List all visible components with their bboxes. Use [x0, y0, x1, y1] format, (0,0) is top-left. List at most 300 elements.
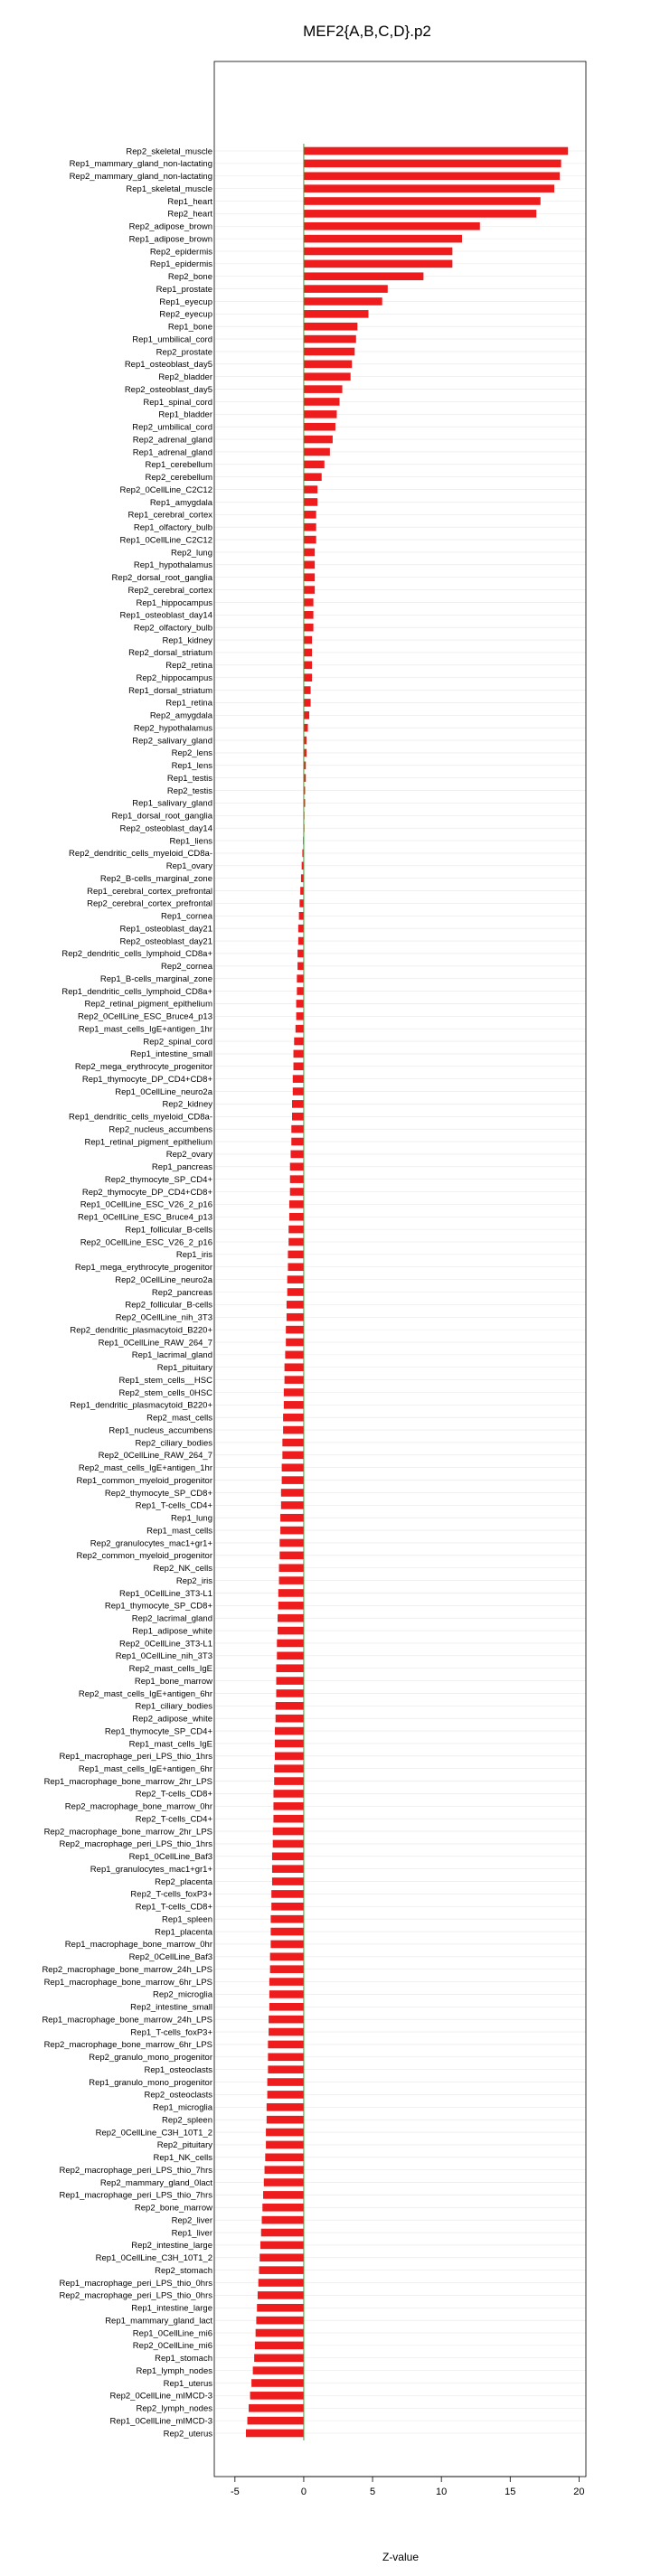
bar [286, 1326, 304, 1334]
category-label: Rep2_salivary_gland [132, 736, 212, 747]
bar [261, 2229, 304, 2237]
category-label: Rep2_macrophage_peri_LPS_thio_0hrs [59, 2290, 212, 2301]
bar [288, 1238, 304, 1246]
bar [281, 1489, 304, 1497]
category-label: Rep1_0CellLine_mi6 [132, 2328, 212, 2339]
x-tick-label: 5 [369, 2487, 376, 2497]
bar [285, 1351, 304, 1359]
category-label: Rep1_adrenal_gland [132, 447, 212, 458]
bar [304, 523, 316, 531]
category-label: Rep1_retina [165, 698, 212, 709]
bar [304, 549, 315, 557]
category-label: Rep2_osteoblast_day5 [124, 384, 212, 395]
bar [304, 573, 315, 581]
category-label: Rep1_mast_cells_IgE+antigen_1hr [78, 1024, 212, 1035]
bar [304, 699, 311, 707]
bar [304, 536, 316, 544]
bar [304, 561, 315, 569]
x-axis-label: Z-value [382, 2551, 420, 2563]
category-label: Rep1_thymocyte_DP_CD4+CD8+ [81, 1074, 212, 1085]
bar [280, 1514, 304, 1522]
bar [277, 1677, 304, 1685]
bar [267, 2116, 304, 2124]
category-label: Rep1_common_myeloid_progenitor [76, 1475, 212, 1486]
category-label: Rep1_olfactory_bulb [133, 522, 212, 533]
bar [304, 662, 312, 670]
bar [272, 1865, 304, 1873]
category-label: Rep1_0CellLine_ESC_Bruce4_p13 [78, 1212, 212, 1223]
category-label: Rep1_macrophage_peri_LPS_thio_1hrs [59, 1752, 212, 1763]
bar [279, 1576, 304, 1584]
bar [297, 1000, 304, 1008]
category-label: Rep1_adipose_brown [128, 234, 212, 245]
category-label: Rep2_T-cells_foxP3+ [130, 1889, 212, 1900]
category-label: Rep1_adipose_white [132, 1626, 212, 1637]
category-label: Rep2_mast_cells [146, 1413, 212, 1424]
category-label: Rep2_umbilical_cord [132, 422, 212, 433]
bar [263, 2191, 304, 2199]
bar [304, 248, 452, 256]
category-label: Rep1_pituitary [156, 1363, 212, 1374]
category-label: Rep1_umbilical_cord [132, 334, 212, 345]
category-label: Rep1_cerebellum [145, 460, 212, 471]
bar [304, 511, 316, 519]
category-label: Rep2_dendritic_cells_lymphoid_CD8a+ [61, 949, 212, 960]
category-label: Rep2_placenta [155, 1876, 212, 1887]
category-label: Rep1_lymph_nodes [136, 2365, 212, 2376]
category-label: Rep1_bone_marrow [134, 1676, 212, 1687]
bar [291, 1138, 304, 1146]
category-label: Rep1_B-cells_marginal_zone [99, 973, 212, 984]
bar [304, 485, 317, 494]
category-label: Rep2_mast_cells_IgE+antigen_6hr [78, 1688, 212, 1699]
category-label: Rep2_microglia [152, 1989, 212, 2000]
category-label: Rep2_dendritic_cells_myeloid_CD8a- [69, 849, 212, 860]
category-label: Rep2_0CellLine_mIMCD-3 [109, 2391, 212, 2402]
category-label: Rep1_osteoclasts [144, 2064, 212, 2075]
bar [290, 1162, 304, 1170]
bar [283, 1414, 304, 1422]
category-label: Rep2_osteoclasts [144, 2090, 212, 2101]
bar [259, 2279, 304, 2287]
category-label: Rep2_mega_erythrocyte_progenitor [74, 1062, 212, 1073]
category-label: Rep1_0CellLine_nih_3T3 [115, 1651, 212, 1662]
bar [267, 2103, 304, 2111]
bar [304, 686, 311, 694]
chart-title: MEF2{A,B,C,D}.p2 [303, 23, 431, 40]
category-label: Rep1_lung [171, 1513, 212, 1524]
bar [298, 937, 304, 945]
category-label: Rep2_follicular_B-cells [125, 1300, 212, 1311]
category-label: Rep2_mammary_gland_0lact [99, 2177, 212, 2188]
bar [246, 2430, 304, 2438]
bar [270, 1941, 304, 1949]
category-label: Rep1_thymocyte_SP_CD4+ [104, 1726, 212, 1737]
category-label: Rep1_intestine_small [130, 1049, 212, 1060]
bar [274, 1777, 304, 1785]
bar [282, 1476, 304, 1484]
category-label: Rep2_pancreas [151, 1287, 212, 1298]
bar [279, 1552, 304, 1560]
category-label: Rep1_0CellLine_mIMCD-3 [109, 2416, 212, 2427]
bar [265, 2153, 304, 2161]
category-label: Rep2_B-cells_marginal_zone [99, 873, 212, 884]
bar [297, 950, 304, 958]
category-label: Rep1_T-cells_foxP3+ [130, 2027, 212, 2038]
category-label: Rep1_eyecup [159, 296, 212, 307]
bar [304, 385, 343, 393]
bar [304, 448, 330, 456]
bar [268, 2091, 304, 2099]
category-label: Rep2_ciliary_bodies [135, 1438, 212, 1449]
category-label: Rep2_thymocyte_DP_CD4+CD8+ [81, 1187, 212, 1198]
category-label: Rep1_hippocampus [136, 597, 212, 608]
category-label: Rep2_bone [167, 272, 212, 283]
category-label: Rep2_macrophage_peri_LPS_thio_7hrs [59, 2165, 212, 2176]
category-label: Rep2_T-cells_CD4+ [135, 1814, 212, 1825]
bar [279, 1539, 304, 1547]
category-label: Rep2_hippocampus [136, 672, 212, 683]
category-label: Rep1_0CellLine_RAW_264_7 [98, 1338, 212, 1349]
category-label: Rep1_amygdala [149, 497, 212, 508]
bar [278, 1602, 304, 1610]
bar [285, 1376, 304, 1384]
bar [278, 1627, 304, 1635]
bar [284, 1388, 304, 1396]
bar [282, 1439, 304, 1447]
bar [304, 197, 541, 205]
category-label: Rep1_macrophage_bone_marrow_24h_LPS [42, 2015, 212, 2026]
category-label: Rep1_lens [171, 761, 212, 772]
bar [273, 1840, 304, 1848]
bar [273, 1828, 304, 1836]
category-label: Rep1_hypothalamus [133, 560, 212, 571]
category-label: Rep2_lacrimal_gland [131, 1613, 212, 1624]
bar [259, 2253, 304, 2261]
category-label: Rep2_skeletal_muscle [126, 146, 212, 157]
bar [304, 473, 322, 481]
category-label: Rep2_0CellLine_neuro2a [115, 1274, 212, 1285]
bar [269, 2016, 304, 2024]
bar [296, 1025, 304, 1033]
category-label: Rep2_lens [171, 748, 212, 759]
category-label: Rep1_prostate [156, 284, 212, 295]
bar [297, 962, 304, 970]
x-axis [231, 2477, 585, 2497]
category-label: Rep2_NK_cells [153, 1564, 212, 1575]
category-label: Rep1_stem_cells__HSC [118, 1375, 212, 1386]
x-tick-label: 10 [436, 2487, 448, 2497]
bar [270, 1915, 304, 1923]
bar [293, 1087, 304, 1095]
category-label: Rep2_adipose_brown [128, 221, 212, 232]
category-label: Rep1_testis [166, 773, 212, 784]
category-label: Rep1_dendritic_cells_lymphoid_CD8a+ [61, 986, 212, 997]
bar [304, 272, 423, 280]
category-label: Rep1_macrophage_peri_LPS_thio_7hrs [59, 2190, 212, 2201]
bar [304, 611, 314, 619]
bar [304, 461, 325, 469]
category-label: Rep2_T-cells_CD8+ [135, 1789, 212, 1800]
category-label: Rep1_mast_cells [146, 1526, 212, 1537]
bar [304, 222, 480, 230]
bar [262, 2216, 304, 2224]
bar [265, 2166, 304, 2174]
category-label: Rep1_microglia [152, 2102, 212, 2113]
bar [290, 1175, 304, 1183]
bar [254, 2354, 304, 2362]
bar [290, 1188, 304, 1196]
category-label: Rep2_macrophage_bone_marrow_24h_LPS [42, 1964, 212, 1975]
category-label: Rep2_bladder [158, 372, 212, 383]
bar [275, 1740, 304, 1748]
category-label: Rep1_uterus [163, 2378, 212, 2389]
bar [287, 1301, 304, 1309]
category-labels [42, 146, 212, 2439]
bar [258, 2291, 304, 2299]
bar [288, 1275, 304, 1283]
bar [275, 1753, 304, 1761]
bar [249, 2404, 304, 2412]
bar [304, 361, 352, 369]
category-label: Rep2_macrophage_peri_LPS_thio_1hrs [59, 1839, 212, 1850]
category-label: Rep1_macrophage_bone_marrow_6hr_LPS [43, 1977, 212, 1988]
bar [270, 1965, 304, 1973]
bar [251, 2379, 304, 2387]
bar [304, 210, 536, 218]
category-label: Rep2_adrenal_gland [132, 435, 212, 446]
category-label: Rep2_retinal_pigment_epithelium [84, 999, 212, 1010]
bar [271, 1890, 304, 1898]
category-label: Rep2_osteoblast_day14 [119, 823, 212, 834]
bar [285, 1363, 304, 1371]
category-label: Rep2_cerebellum [145, 473, 212, 484]
category-label: Rep1_dendritic_plasmacytoid_B220+ [70, 1400, 212, 1411]
category-label: Rep1_placenta [155, 1927, 212, 1938]
category-label: Rep1_retinal_pigment_epithelium [84, 1137, 212, 1148]
category-label: Rep2_stem_cells_0HSC [118, 1387, 212, 1398]
bar [277, 1640, 304, 1648]
bar [304, 160, 561, 168]
category-label: Rep1_NK_cells [153, 2153, 212, 2164]
bar [300, 887, 304, 895]
bar [277, 1689, 304, 1697]
category-label: Rep1_ciliary_bodies [135, 1701, 212, 1712]
category-label: Rep1_mast_cells_IgE+antigen_6hr [78, 1763, 212, 1774]
category-label: Rep2_osteoblast_day21 [119, 936, 212, 947]
category-label: Rep1_heart [167, 196, 212, 207]
category-label: Rep2_thymocyte_SP_CD4+ [104, 1174, 212, 1185]
bar [304, 235, 462, 243]
category-label: Rep1_T-cells_CD4+ [135, 1500, 212, 1511]
category-label: Rep2_spleen [162, 2115, 212, 2126]
bar [304, 649, 312, 657]
category-label: Rep2_mammary_gland_non-lactating [69, 172, 212, 183]
category-label: Rep2_olfactory_bulb [133, 623, 212, 634]
category-label: Rep2_0CellLine_mi6 [132, 2341, 212, 2352]
bar [266, 2129, 304, 2137]
category-label: Rep2_eyecup [159, 309, 212, 320]
category-label: Rep2_0CellLine_C3H_10T1_2 [95, 2128, 212, 2139]
category-label: Rep2_0CellLine_Baf3 [128, 1952, 212, 1963]
bar [268, 2065, 304, 2073]
bar [269, 2003, 304, 2011]
category-label: Rep2_ovary [165, 1150, 212, 1161]
category-label: Rep2_mast_cells_IgE+antigen_1hr [78, 1463, 212, 1474]
bar [290, 1151, 303, 1159]
bar [269, 1978, 304, 1986]
bar [304, 436, 333, 444]
category-label: Rep1_bladder [158, 409, 212, 420]
bar [298, 925, 304, 933]
category-label: Rep2_lung [171, 548, 212, 559]
category-label: Rep1_dendritic_cells_myeloid_CD8a- [69, 1112, 212, 1123]
category-label: Rep1_cornea [160, 911, 212, 922]
bar [253, 2366, 304, 2374]
bar [273, 1790, 303, 1798]
category-label: Rep2_cerebral_cortex [127, 585, 212, 596]
plot-frame [214, 61, 586, 2477]
bar [268, 2078, 304, 2086]
x-tick-label: 0 [300, 2487, 307, 2497]
bar [304, 423, 335, 431]
category-label: Rep1_follicular_B-cells [125, 1225, 212, 1236]
bar [288, 1288, 304, 1296]
category-label: Rep2_granulo_mono_progenitor [89, 2053, 212, 2064]
bar [269, 2028, 304, 2036]
bar [292, 1100, 304, 1108]
category-label: Rep2_mast_cells_IgE [128, 1664, 212, 1675]
bar [283, 1426, 304, 1434]
bar [304, 636, 312, 644]
bar [304, 624, 314, 632]
category-label: Rep1_osteoblast_day21 [119, 924, 212, 935]
bar [294, 1050, 304, 1058]
bar [268, 2053, 304, 2061]
category-label: Rep1_liver [171, 2228, 212, 2239]
category-label: Rep1_spinal_cord [143, 397, 212, 408]
bar [304, 372, 351, 381]
category-label: Rep2_uterus [163, 2429, 212, 2440]
category-label: Rep2_testis [166, 785, 212, 796]
bar [275, 1727, 304, 1735]
bar [289, 1200, 304, 1208]
bar [282, 1452, 304, 1460]
category-label: Rep2_macrophage_bone_marrow_0hr [64, 1801, 212, 1812]
category-label: Rep2_thymocyte_SP_CD8+ [104, 1488, 212, 1499]
category-label: Rep1_kidney [162, 635, 212, 646]
category-label: Rep2_hypothalamus [133, 723, 212, 734]
bar [304, 673, 312, 682]
category-label: Rep1_0CellLine_C2C12 [119, 535, 212, 546]
bar [278, 1614, 304, 1622]
category-label: Rep2_pituitary [156, 2140, 212, 2151]
category-label: Rep2_spinal_cord [143, 1037, 212, 1048]
bar [293, 1075, 304, 1083]
category-label: Rep1_ovary [165, 861, 212, 872]
category-label: Rep2_prostate [156, 347, 212, 358]
bar [276, 1715, 304, 1723]
bar [256, 2317, 304, 2325]
bar [256, 2329, 304, 2337]
category-label: Rep1_thymocyte_SP_CD8+ [104, 1601, 212, 1612]
category-label: Rep1_osteoblast_day14 [119, 610, 212, 621]
category-label: Rep1_0CellLine_Baf3 [128, 1852, 212, 1863]
category-label: Rep2_dorsal_root_ganglia [111, 573, 212, 584]
category-label: Rep1_osteoblast_day5 [124, 360, 212, 371]
category-label: Rep1_mega_erythrocyte_progenitor [74, 1263, 212, 1274]
category-label: Rep2_common_myeloid_progenitor [76, 1551, 212, 1562]
category-label: Rep1_dorsal_root_ganglia [111, 811, 212, 822]
bar [284, 1401, 304, 1409]
category-label: Rep2_kidney [162, 1099, 212, 1110]
bar [288, 1226, 304, 1234]
bar [282, 1463, 304, 1471]
category-label: Rep1_skeletal_muscle [126, 183, 212, 194]
bar [262, 2204, 304, 2212]
bar [273, 1815, 303, 1823]
bar [304, 285, 388, 293]
bar [304, 323, 357, 331]
category-label: Rep2_0CellLine_ESC_Bruce4_p13 [78, 1011, 212, 1022]
bar [274, 1764, 304, 1772]
category-label: Rep2_0CellLine_C2C12 [119, 484, 212, 495]
category-label: Rep1_cerebral_cortex [127, 510, 212, 521]
category-label: Rep1_T-cells_CD8+ [135, 1902, 212, 1913]
bar [281, 1501, 304, 1509]
bar [291, 1125, 304, 1133]
bar [268, 2041, 304, 2049]
category-label: Rep1_epidermis [149, 259, 212, 270]
category-label: Rep1_mammary_gland_non-lactating [69, 159, 212, 170]
category-label: Rep1_0CellLine_C3H_10T1_2 [95, 2253, 212, 2264]
bar [279, 1564, 304, 1572]
bar [288, 1251, 304, 1259]
bar [294, 1038, 304, 1046]
bar [257, 2304, 304, 2312]
category-label: Rep1_mammary_gland_lact [105, 2316, 212, 2327]
category-label: Rep1_0CellLine_neuro2a [115, 1086, 212, 1097]
bar [297, 1012, 304, 1020]
bar [288, 1263, 304, 1271]
category-label: Rep1_macrophage_bone_marrow_2hr_LPS [43, 1776, 212, 1787]
bar [259, 2266, 303, 2274]
bar [304, 335, 356, 343]
category-label: Rep1_dorsal_striatum [128, 685, 212, 696]
category-label: Rep2_0CellLine_RAW_264_7 [98, 1451, 212, 1462]
category-label: Rep2_amygdala [149, 710, 212, 721]
category-label: Rep2_macrophage_bone_marrow_6hr_LPS [43, 2040, 212, 2051]
category-label: Rep2_0CellLine_ESC_V26_2_p16 [80, 1237, 212, 1248]
bar [270, 1928, 304, 1936]
x-tick-label: 15 [505, 2487, 516, 2497]
bar [297, 987, 304, 995]
bar [299, 899, 304, 907]
category-label: Rep2_0CellLine_nih_3T3 [115, 1312, 212, 1323]
bar [286, 1339, 304, 1347]
category-label: Rep2_bone_marrow [134, 2203, 212, 2214]
bar [304, 260, 452, 268]
category-label: Rep1_0CellLine_ESC_V26_2_p16 [80, 1199, 212, 1210]
bar [272, 1877, 304, 1885]
category-label: Rep1_macrophage_bone_marrow_0hr [64, 1940, 212, 1951]
bar [278, 1589, 304, 1597]
bar [271, 1903, 304, 1911]
bar [276, 1702, 304, 1710]
x-tick-label: -5 [230, 2487, 240, 2497]
bar [294, 1062, 304, 1070]
bar [272, 1853, 304, 1861]
